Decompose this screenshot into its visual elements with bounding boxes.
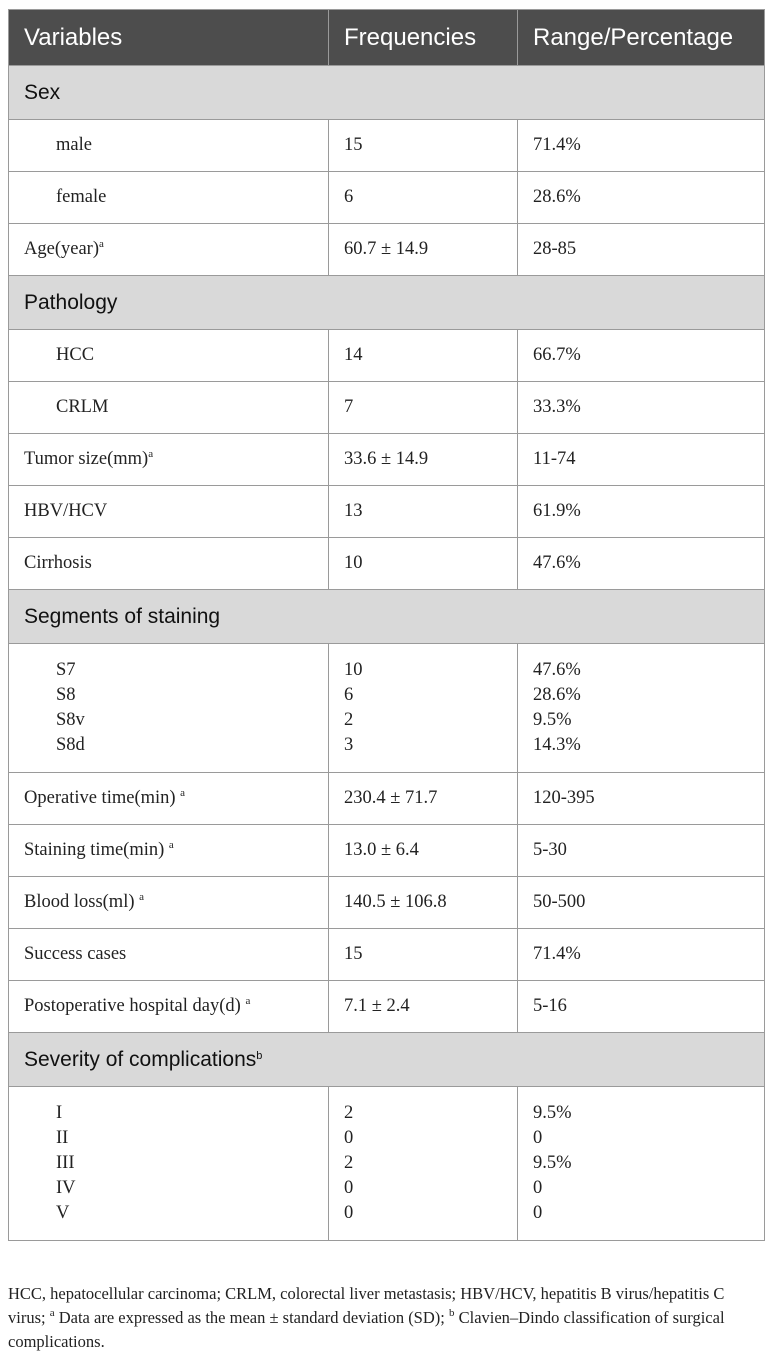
footnote-marker: a bbox=[98, 238, 104, 250]
footnote-text: Clavien–Dindo classification of surgical complications. bbox=[8, 1308, 725, 1351]
section-row-complications bbox=[9, 1033, 765, 1087]
segment-label: S8d bbox=[56, 735, 85, 755]
variable-label: Postoperative hospital day(d) bbox=[24, 996, 246, 1016]
segment-frequency: 6 bbox=[344, 685, 354, 705]
grade-frequency: 0 bbox=[344, 1128, 354, 1148]
frequency-cell bbox=[329, 644, 518, 773]
segment-frequency: 10 bbox=[344, 660, 363, 680]
frequency-cell: 60.7 ± 14.9 bbox=[329, 224, 518, 276]
table-row bbox=[9, 120, 765, 172]
frequency-cell: 13.0 ± 6.4 bbox=[329, 825, 518, 877]
table-row bbox=[9, 330, 765, 382]
variable-cell bbox=[9, 1087, 329, 1241]
footnote-text: Data are expressed as the mean ± standard deviation (SD); bbox=[54, 1308, 449, 1327]
segment-range: 28.6% bbox=[533, 685, 581, 705]
footnote-text: HCC, hepatocellular carcinoma; CRLM, colorectal liver metastasis; HBV/HCV, hepatitis B virus/hepatitis C virus; bbox=[8, 1284, 725, 1327]
segment-range: 14.3% bbox=[533, 735, 581, 755]
grade-label: I bbox=[56, 1103, 63, 1123]
frequency-cell: 14 bbox=[329, 330, 518, 382]
segment-range: 9.5% bbox=[533, 710, 572, 730]
frequency-cell: 10 bbox=[329, 538, 518, 590]
section-row-sex bbox=[9, 66, 765, 120]
grade-label: V bbox=[56, 1203, 70, 1223]
frequency-cell bbox=[329, 1087, 518, 1241]
table-row bbox=[9, 877, 765, 929]
variable-cell bbox=[9, 434, 329, 486]
table-row bbox=[9, 538, 765, 590]
section-label: Pathology bbox=[9, 276, 765, 330]
grade-frequency: 0 bbox=[344, 1178, 354, 1198]
footnote-marker: a bbox=[148, 448, 154, 460]
range-cell: 11-74 bbox=[518, 434, 765, 486]
range-cell bbox=[518, 644, 765, 773]
table-row bbox=[9, 929, 765, 981]
table-footnote bbox=[8, 1282, 764, 1354]
frequency-cell: 230.4 ± 71.7 bbox=[329, 773, 518, 825]
frequency-cell: 15 bbox=[329, 120, 518, 172]
footnote-marker: a bbox=[139, 891, 145, 903]
range-cell: 5-30 bbox=[518, 825, 765, 877]
variable-cell bbox=[9, 825, 329, 877]
variable-cell: HBV/HCV bbox=[9, 486, 329, 538]
footnote-marker: b bbox=[256, 1050, 263, 1062]
range-cell: 5-16 bbox=[518, 981, 765, 1033]
frequency-cell: 140.5 ± 106.8 bbox=[329, 877, 518, 929]
variable-label: Operative time(min) bbox=[24, 788, 181, 808]
segment-frequency: 2 bbox=[344, 710, 354, 730]
range-cell: 61.9% bbox=[518, 486, 765, 538]
footnote-marker: a bbox=[180, 787, 186, 799]
frequency-cell: 15 bbox=[329, 929, 518, 981]
variable-cell bbox=[9, 224, 329, 276]
segment-label: S7 bbox=[56, 660, 76, 680]
table-row bbox=[9, 382, 765, 434]
variable-label: Staining time(min) bbox=[24, 840, 169, 860]
footnote-marker: b bbox=[448, 1307, 455, 1319]
table-row bbox=[9, 434, 765, 486]
frequency-cell: 13 bbox=[329, 486, 518, 538]
footnote-marker: a bbox=[245, 995, 251, 1007]
section-row-segments bbox=[9, 590, 765, 644]
frequency-cell: 33.6 ± 14.9 bbox=[329, 434, 518, 486]
variable-cell bbox=[9, 877, 329, 929]
range-cell: 33.3% bbox=[518, 382, 765, 434]
range-cell: 71.4% bbox=[518, 120, 765, 172]
segment-label: S8v bbox=[56, 710, 85, 730]
range-cell: 71.4% bbox=[518, 929, 765, 981]
table-row bbox=[9, 486, 765, 538]
grade-range: 0 bbox=[533, 1203, 543, 1223]
section-label bbox=[9, 1033, 765, 1087]
variable-cell: HCC bbox=[9, 330, 329, 382]
range-cell: 50-500 bbox=[518, 877, 765, 929]
variable-cell bbox=[9, 981, 329, 1033]
frequency-cell: 7.1 ± 2.4 bbox=[329, 981, 518, 1033]
segment-frequency: 3 bbox=[344, 735, 354, 755]
segment-range: 47.6% bbox=[533, 660, 581, 680]
segment-label: S8 bbox=[56, 685, 76, 705]
footnote-marker: a bbox=[168, 839, 174, 851]
grade-range: 0 bbox=[533, 1128, 543, 1148]
table-row bbox=[9, 825, 765, 877]
section-label-text: Severity of complications bbox=[24, 1048, 257, 1071]
variable-cell: Cirrhosis bbox=[9, 538, 329, 590]
range-cell: 47.6% bbox=[518, 538, 765, 590]
grade-label: III bbox=[56, 1153, 75, 1173]
table-row bbox=[9, 224, 765, 276]
grade-frequency: 0 bbox=[344, 1203, 354, 1223]
variable-cell bbox=[9, 773, 329, 825]
footnote-marker: a bbox=[49, 1307, 55, 1319]
header-frequencies: Frequencies bbox=[329, 10, 518, 66]
table-row-group bbox=[9, 1087, 765, 1241]
grade-label: II bbox=[56, 1128, 69, 1148]
variable-cell: female bbox=[9, 172, 329, 224]
header-variables: Variables bbox=[9, 10, 329, 66]
data-table bbox=[8, 9, 765, 1241]
variable-cell bbox=[9, 644, 329, 773]
table-row bbox=[9, 981, 765, 1033]
variable-cell: male bbox=[9, 120, 329, 172]
table-row bbox=[9, 773, 765, 825]
frequency-cell: 7 bbox=[329, 382, 518, 434]
range-cell: 66.7% bbox=[518, 330, 765, 382]
variable-label: Tumor size(mm) bbox=[24, 449, 149, 469]
range-cell: 120-395 bbox=[518, 773, 765, 825]
range-cell bbox=[518, 1087, 765, 1241]
header-row bbox=[9, 10, 765, 66]
grade-frequency: 2 bbox=[344, 1153, 354, 1173]
grade-range: 9.5% bbox=[533, 1103, 572, 1123]
grade-range: 0 bbox=[533, 1178, 543, 1198]
variable-label: Age(year) bbox=[24, 239, 99, 259]
table-row-group bbox=[9, 644, 765, 773]
frequency-cell: 6 bbox=[329, 172, 518, 224]
table-row bbox=[9, 172, 765, 224]
header-range-percentage: Range/Percentage bbox=[518, 10, 765, 66]
variable-cell: Success cases bbox=[9, 929, 329, 981]
section-label: Segments of staining bbox=[9, 590, 765, 644]
section-row-pathology bbox=[9, 276, 765, 330]
variable-label: Blood loss(ml) bbox=[24, 892, 140, 912]
grade-range: 9.5% bbox=[533, 1153, 572, 1173]
section-label: Sex bbox=[9, 66, 765, 120]
grade-label: IV bbox=[56, 1178, 76, 1198]
range-cell: 28-85 bbox=[518, 224, 765, 276]
grade-frequency: 2 bbox=[344, 1103, 354, 1123]
range-cell: 28.6% bbox=[518, 172, 765, 224]
variable-cell: CRLM bbox=[9, 382, 329, 434]
